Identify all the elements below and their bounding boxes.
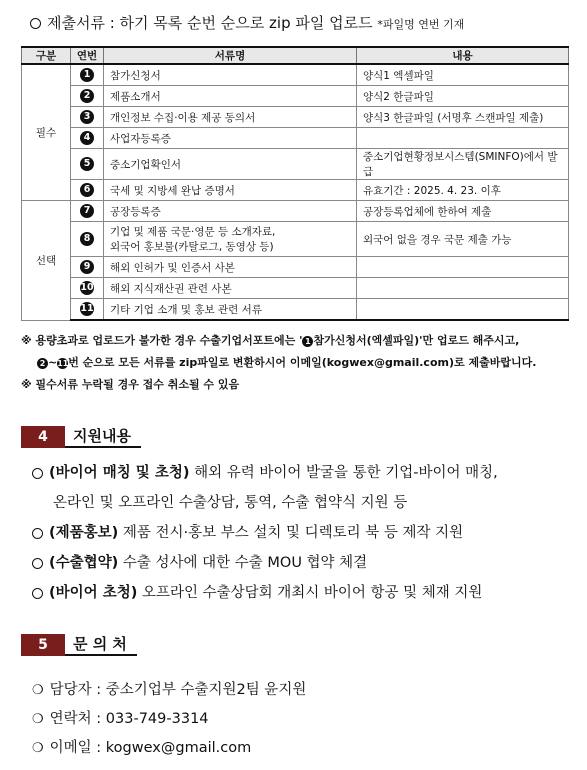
number-badge: 11	[80, 303, 94, 314]
document-table	[21, 46, 569, 321]
list-item: (바이어 초청) 오프라인 수출상담회 개최시 바이어 항공 및 체재 지원	[32, 578, 577, 608]
circle-bullet-icon	[32, 558, 43, 569]
number-badge: 1	[80, 68, 94, 82]
note-line-2: 2 ~11번 순으로 모든 서류를 zip파일로 변환하시어 이메일(kogwex@gmail.com)로 제출바랍니다.	[21, 352, 571, 374]
contact-list	[32, 676, 306, 763]
document-name: 기타 기업 소개 및 홍보 관련 서류	[104, 299, 357, 321]
document-name: 공장등록증	[104, 201, 357, 222]
circle-bullet-icon	[32, 468, 43, 479]
document-name-line2: 외국어 홍보물(카탈로그, 동영상 등)	[110, 241, 274, 253]
contact-item-phone: ❍ 연락처 : 033-749-3314	[32, 705, 306, 734]
list-item: (제품홍보) 제품 전시·홍보 부스 설치 및 디렉토리 북 등 제작 지원	[32, 518, 577, 548]
note-line-1: ※ 용량초과로 업로드가 불가한 경우 수출기업서포트에는 ' 1 참가신청서(엑셀파일)'만 업로드 해주시고,	[21, 334, 520, 347]
number-badge: 3	[80, 110, 94, 124]
section-number: 4	[21, 426, 65, 448]
table-row	[22, 107, 569, 128]
table-row	[22, 64, 569, 86]
section-4-header	[21, 426, 141, 448]
number-badge: 9	[80, 260, 94, 274]
number-badge: 10	[80, 282, 94, 293]
submission-heading-text: 제출서류 : 하기 목록 순번 순으로 zip 파일 업로드	[47, 14, 373, 32]
number-badge: 6	[80, 183, 94, 197]
document-content: 양식3 한글파일 (서명후 스캔파일 제출)	[357, 107, 569, 128]
document-name: 참가신청서	[104, 64, 357, 86]
contact-item-manager: ❍ 담당자 : 중소기업부 수출지원2팀 윤지원	[32, 676, 306, 705]
number-badge: 8	[80, 232, 94, 246]
table-row	[22, 257, 569, 278]
header-number: 연번	[71, 47, 104, 64]
submission-notes	[21, 330, 571, 396]
document-content: 유효기간 : 2025. 4. 23. 이후	[357, 180, 569, 201]
document-name: 개인정보 수집·이용 제공 동의서	[104, 107, 357, 128]
table-row	[22, 278, 569, 299]
document-content: 외국어 없을 경우 국문 제출 가능	[357, 222, 569, 257]
number-badge: 2	[37, 358, 48, 369]
document-name	[104, 222, 357, 257]
contact-item-email: ❍ 이메일 : kogwex@gmail.com	[32, 734, 306, 763]
section-number: 5	[21, 634, 65, 656]
document-name: 국세 및 지방세 완납 증명서	[104, 180, 357, 201]
header-document-name: 서류명	[104, 47, 357, 64]
document-content: 양식1 엑셀파일	[357, 64, 569, 86]
document-content: 공장등록업체에 한하여 제출	[357, 201, 569, 222]
document-name: 해외 지식재산권 관련 사본	[104, 278, 357, 299]
table-row	[22, 128, 569, 149]
number-badge: 2	[80, 89, 94, 103]
document-name: 해외 인허가 및 인증서 사본	[104, 257, 357, 278]
submission-note: *파일명 연번 기재	[377, 18, 465, 31]
submission-heading	[30, 12, 464, 33]
circle-bullet-icon	[32, 588, 43, 599]
header-category: 구분	[22, 47, 71, 64]
document-content	[357, 128, 569, 149]
number-badge: 4	[80, 131, 94, 145]
note-line-3: ※ 필수서류 누락될 경우 접수 취소될 수 있음	[21, 378, 240, 391]
header-content: 내용	[357, 47, 569, 64]
table-row	[22, 149, 569, 180]
document-content	[357, 299, 569, 321]
document-name-line1: 기업 및 제품 국문·영문 등 소개자료,	[110, 226, 276, 238]
table-header-row	[22, 47, 569, 64]
document-name: 중소기업확인서	[104, 149, 357, 180]
table-row	[22, 222, 569, 257]
diamond-bullet-icon: ❍	[32, 683, 44, 698]
list-item-continuation: 온라인 및 오프라인 수출상담, 통역, 수출 협약식 지원 등	[53, 495, 408, 511]
number-badge: 7	[80, 204, 94, 218]
diamond-bullet-icon: ❍	[32, 712, 44, 727]
table-row	[22, 86, 569, 107]
circle-bullet-icon	[32, 528, 43, 539]
number-badge: 11	[57, 358, 69, 368]
table-row	[22, 180, 569, 201]
group-required: 필수	[22, 64, 71, 201]
section-5-header	[21, 634, 137, 656]
document-content	[357, 278, 569, 299]
list-item: (바이어 매칭 및 초청) 해외 유력 바이어 발굴을 통한 기업-바이어 매칭,	[32, 458, 577, 488]
support-list	[32, 458, 577, 608]
table-row	[22, 299, 569, 321]
list-item: (수출협약) 수출 성사에 대한 수출 MOU 협약 체결	[32, 548, 577, 578]
group-optional: 선택	[22, 201, 71, 321]
table-row	[22, 201, 569, 222]
document-content: 양식2 한글파일	[357, 86, 569, 107]
number-badge: 1	[302, 336, 313, 347]
section-title: 문 의 처	[65, 634, 137, 656]
document-name: 사업자등록증	[104, 128, 357, 149]
number-badge: 5	[80, 157, 94, 171]
diamond-bullet-icon: ❍	[32, 741, 44, 756]
document-content: 중소기업현황정보시스템(SMINFO)에서 발급	[357, 149, 569, 180]
document-content	[357, 257, 569, 278]
document-name: 제품소개서	[104, 86, 357, 107]
circle-bullet-icon	[30, 18, 41, 29]
section-title: 지원내용	[65, 426, 141, 448]
